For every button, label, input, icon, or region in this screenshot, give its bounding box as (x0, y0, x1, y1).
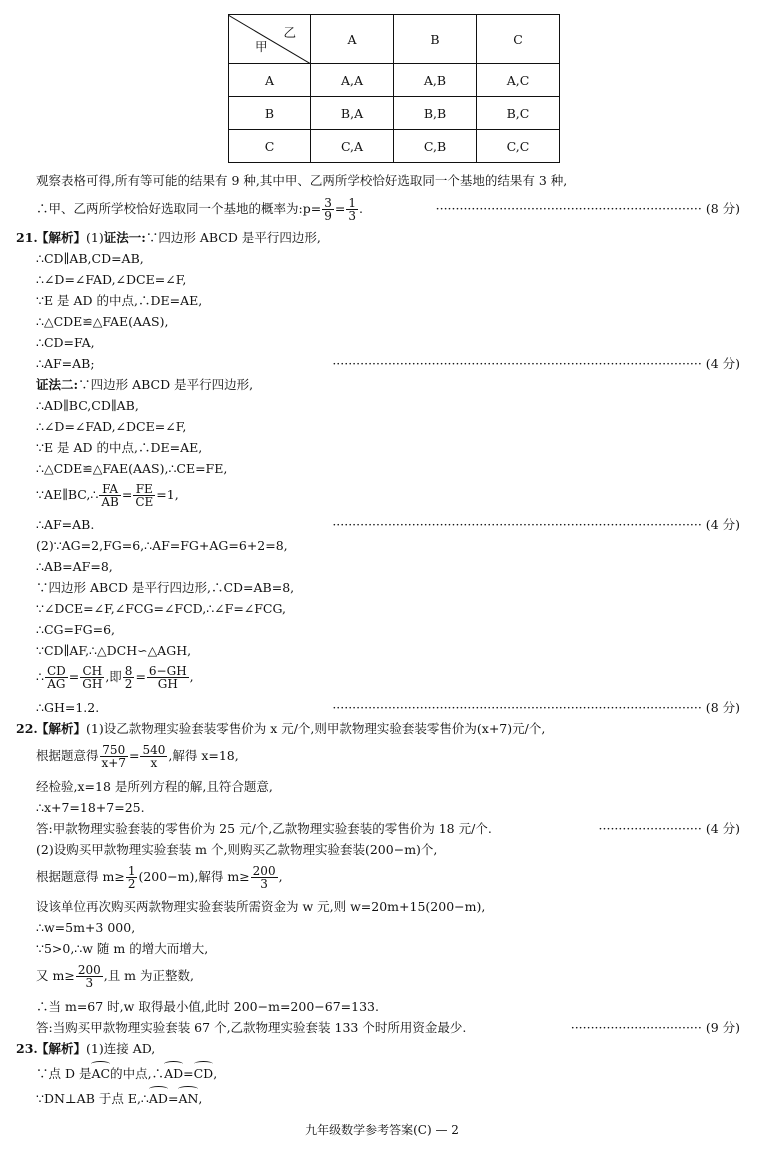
fraction-denominator: 2 (124, 677, 133, 691)
equals-sign: = (183, 1066, 194, 1081)
fraction-numerator: 750 (100, 744, 128, 757)
fraction-numerator: CD (46, 664, 66, 678)
p22-text: 根据题意得 (36, 748, 99, 763)
table-cell: C,A (311, 130, 394, 163)
analysis-tag: 【解析】 (36, 721, 87, 736)
p21-text: ,即 (105, 669, 122, 684)
score-marker: ································· (9 分) (570, 1020, 740, 1035)
table-row (229, 64, 560, 97)
p20-line-1: 观察表格可得,所有等可能的结果有 9 种,其中甲、乙两所学校恰好选取同一个基地的结果有 3 种, (36, 173, 568, 188)
fraction-denominator: 3 (348, 209, 356, 223)
p22-text: (1)设乙款物理实验套装零售价为 x 元/个,则甲款物理实验套装零售价为(x+7)元/个, (86, 721, 546, 736)
fraction-numerator: 200 (77, 963, 101, 977)
fraction-denominator: x (150, 756, 158, 770)
p21-text: ∴AF=AB. (36, 517, 95, 532)
fraction-denominator: x+7 (101, 756, 126, 770)
fraction-numerator: 3 (324, 196, 332, 210)
proof-method-label: 证法一: (103, 230, 146, 245)
p22-line-13 (36, 1018, 740, 1038)
equals-sign: = (334, 201, 346, 216)
p21-line-4: ∵E 是 AD 的中点,∴DE=AE, (36, 293, 203, 308)
fraction (126, 865, 138, 890)
p21-line-12: ∴△CDE≌△FAE(AAS),∴CE=FE, (36, 461, 228, 476)
proof-method-label: 证法二: (36, 377, 79, 392)
p21-line-10: ∴∠D=∠FAD,∠DCE=∠F, (36, 419, 187, 434)
table-corner-cell (229, 15, 311, 64)
p21-line-13 (36, 480, 740, 510)
fraction-numerator: 8 (124, 664, 133, 678)
score-marker: ····························································································· (8 分) (332, 700, 740, 715)
p21-line-16: ∴AB=AF=8, (36, 559, 113, 574)
p21-line-5: ∴△CDE≌△FAE(AAS), (36, 314, 169, 329)
fraction-numerator: 1 (127, 864, 136, 878)
fraction-numerator: FA (99, 483, 120, 496)
p22-text: 答:甲款物理实验套装的零售价为 25 元/个,乙款物理实验套装的零售价为 18 元/个. (36, 821, 492, 836)
score-marker: ·························· (4 分) (598, 821, 740, 836)
p22-text: ,解得 x=18, (168, 748, 239, 763)
fraction-denominator: 3 (260, 877, 268, 891)
table-corner-bottom: 甲 (255, 39, 268, 54)
fraction (45, 665, 68, 690)
p21-line-6: ∴CD=FA, (36, 335, 95, 350)
p21-text: (1) (86, 230, 104, 245)
p20-text: ∴甲、乙两所学校恰好选取同一个基地的概率为:p= (36, 201, 322, 216)
table-cell: A,A (311, 64, 394, 97)
p21-line-1 (16, 228, 740, 248)
p22-text: (200−m),解得 m≥ (138, 869, 250, 884)
problem-number: 22. (16, 721, 38, 736)
analysis-tag: 【解析】 (36, 1041, 87, 1056)
fraction (76, 964, 103, 989)
p20-line-2 (36, 194, 740, 224)
p22-line-11 (36, 961, 740, 991)
p22-text: 又 m≥ (36, 968, 75, 983)
arc-notation: AN (178, 1089, 198, 1109)
p21-line-17: ∵四边形 ABCD 是平行四边形,∴CD=AB=8, (36, 580, 295, 595)
fraction-denominator: AB (101, 495, 119, 509)
equals-sign: = (68, 669, 80, 684)
table-row-header: A (229, 64, 311, 97)
equals-sign: = (135, 669, 146, 684)
fraction (346, 197, 358, 222)
p21-line-22 (36, 698, 740, 718)
p23-line-1 (16, 1039, 740, 1059)
table-cell: C,C (477, 130, 560, 163)
p23-text: ∵DN⊥AB 于点 E,∴ (36, 1091, 149, 1106)
p23-text: 的中点,∴ (110, 1066, 165, 1081)
fraction-numerator: 540 (142, 743, 166, 757)
p21-text: =1, (156, 487, 179, 502)
fraction (322, 197, 334, 222)
p21-line-19: ∴CG=FG=6, (36, 622, 116, 637)
p22-line-5 (36, 819, 740, 839)
table-row-header: C (229, 130, 311, 163)
fraction-denominator: 2 (127, 877, 136, 891)
p21-text: ∴ (36, 669, 44, 684)
p22-line-4: ∴x+7=18+7=25. (36, 800, 145, 815)
analysis-tag: 【解析】 (36, 230, 87, 245)
fraction (140, 744, 167, 769)
fraction (100, 744, 128, 769)
score-marker: ··································································· (8 分) (435, 201, 740, 216)
table-row (229, 97, 560, 130)
fraction-denominator: GH (82, 677, 103, 691)
p21-text: ∵四边形 ABCD 是平行四边形, (78, 377, 254, 392)
p22-line-6: (2)设购买甲款物理实验套装 m 个,则购买乙款物理实验套装(200−m)个, (36, 842, 438, 857)
p22-line-7 (36, 862, 740, 892)
p21-text: ∵四边形 ABCD 是平行四边形, (145, 230, 321, 245)
p22-line-2 (36, 741, 740, 771)
p20-text: . (358, 201, 363, 216)
fraction-numerator: 200 (252, 864, 276, 878)
table-col-header: B (394, 15, 477, 64)
p22-line-10: ∵5>0,∴w 随 m 的增大而增大, (36, 941, 209, 956)
p23-text: ∵点 D 是 (36, 1066, 92, 1081)
problem-number: 23. (16, 1041, 38, 1056)
fraction-numerator: 1 (348, 196, 356, 210)
fraction-denominator: CE (135, 495, 154, 509)
fraction-numerator: FE (133, 483, 155, 496)
table-cell: B,B (394, 97, 477, 130)
table-cell: C,B (394, 130, 477, 163)
p21-line-18: ∵∠DCE=∠F,∠FCG=∠FCD,∴∠F=∠FCG, (36, 601, 287, 616)
fraction-denominator: 9 (324, 209, 332, 223)
table-corner-top: 乙 (283, 25, 296, 40)
fraction (147, 665, 189, 690)
p22-text: 答:当购买甲款物理实验套装 67 个,乙款物理实验套装 133 个时所用资金最少. (36, 1020, 467, 1035)
table-col-header: C (477, 15, 560, 64)
p21-line-11: ∵E 是 AD 的中点,∴DE=AE, (36, 440, 203, 455)
table-cell: B,A (311, 97, 394, 130)
fraction (251, 865, 278, 890)
p22-line-1 (16, 719, 740, 739)
p23-line-3 (36, 1089, 740, 1109)
fraction-numerator: 6−GH (148, 664, 187, 678)
arc-notation: AC (91, 1064, 110, 1084)
equals-sign: = (128, 748, 140, 763)
p21-line-2: ∴CD∥AB,CD=AB, (36, 251, 144, 266)
fraction-numerator: CH (80, 665, 104, 678)
page-footer: 九年级数学参考答案(C) — 2 (305, 1123, 459, 1137)
equals-sign: = (167, 1091, 179, 1106)
p22-text: ,且 m 为正整数, (103, 968, 194, 983)
fraction-denominator: AG (47, 677, 66, 691)
outcome-table (228, 14, 560, 163)
p21-line-7 (36, 354, 740, 374)
arc-notation: AD (149, 1089, 168, 1109)
problem-number: 21. (16, 230, 38, 245)
fraction (80, 665, 104, 690)
p23-text: (1)连接 AD, (86, 1041, 156, 1056)
table-row (229, 130, 560, 163)
p21-line-20: ∵CD∥AF,∴△DCH∽△AGH, (36, 643, 192, 658)
p21-line-8 (36, 375, 740, 395)
score-marker: ····························································································· (4 分) (332, 517, 740, 532)
p22-text: , (278, 869, 283, 884)
fraction (133, 483, 155, 508)
table-row-header: B (229, 97, 311, 130)
equals-sign: = (121, 487, 133, 502)
p22-line-8: 设该单位再次购买两款物理实验套装所需资金为 w 元,则 w=20m+15(200−m), (36, 899, 486, 914)
p22-line-9: ∴w=5m+3 000, (36, 920, 136, 935)
arc-notation: AD (164, 1064, 183, 1084)
p23-text: , (213, 1066, 218, 1081)
p21-line-3: ∴∠D=∠FAD,∠DCE=∠F, (36, 272, 187, 287)
table-cell: A,C (477, 64, 560, 97)
arc-notation: CD (194, 1064, 214, 1084)
p22-line-3: 经检验,x=18 是所列方程的解,且符合题意, (36, 779, 273, 794)
fraction-denominator: 3 (85, 976, 94, 990)
p21-text: ∴AF=AB; (36, 356, 95, 371)
p21-text: ∵AE∥BC,∴ (36, 487, 99, 502)
table-cell: B,C (477, 97, 560, 130)
table-cell: A,B (394, 64, 477, 97)
p21-line-9: ∴AD∥BC,CD∥AB, (36, 398, 139, 413)
table-col-header: A (311, 15, 394, 64)
score-marker: ····························································································· (4 分) (332, 356, 740, 371)
p23-line-2 (36, 1064, 740, 1084)
p21-text: , (189, 669, 194, 684)
p21-line-15: (2)∵AG=2,FG=6,∴AF=FG+AG=6+2=8, (36, 538, 288, 553)
p21-line-21 (36, 662, 740, 692)
fraction-denominator: GH (157, 677, 178, 691)
fraction (99, 483, 120, 508)
p22-line-12: ∴当 m=67 时,w 取得最小值,此时 200−m=200−67=133. (36, 999, 379, 1014)
p21-text: ∴GH=1.2. (36, 700, 100, 715)
p21-line-14 (36, 515, 740, 535)
p22-text: 根据题意得 m≥ (36, 869, 125, 884)
fraction (123, 665, 135, 690)
p23-text: , (198, 1091, 203, 1106)
